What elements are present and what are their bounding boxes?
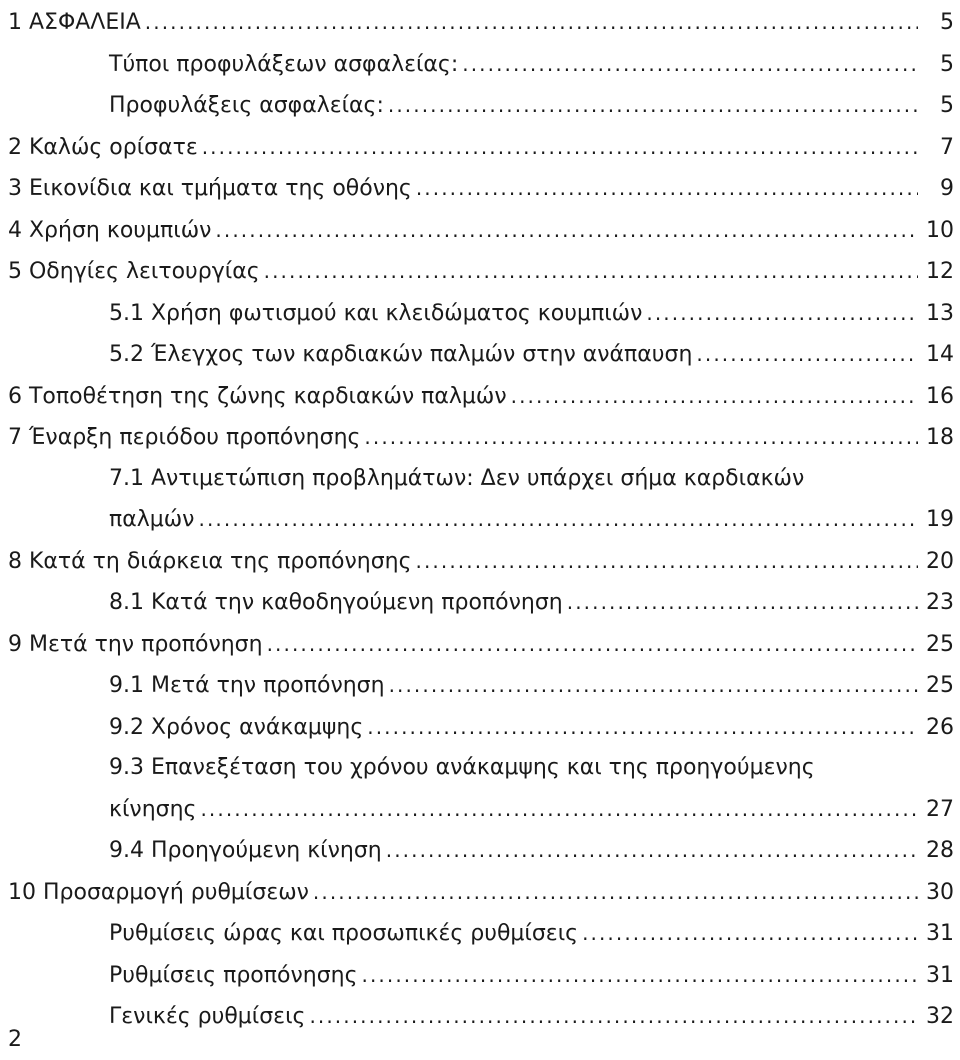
- toc-entry-title: 9.4 Προηγούμενη κίνηση: [109, 838, 382, 863]
- dot-leader: [646, 293, 918, 334]
- table-of-contents: [8, 2, 956, 1038]
- dot-leader: [145, 2, 918, 43]
- toc-entry[interactable]: [8, 2, 956, 44]
- toc-entry[interactable]: [8, 210, 956, 252]
- dot-leader: [416, 541, 918, 582]
- toc-entry[interactable]: [8, 624, 956, 666]
- toc-entry-title: Ρυθμίσεις ώρας και προσωπικές ρυθμίσεις: [109, 921, 579, 946]
- toc-entry-page: 10: [926, 217, 954, 243]
- toc-entry-title: 1 ΑΣΦΑΛΕΙΑ: [8, 10, 141, 35]
- toc-entry[interactable]: [8, 541, 956, 583]
- dot-leader: [200, 789, 918, 830]
- toc-entry-title: 5 Οδηγίες λειτουργίας: [8, 259, 260, 284]
- toc-entry-title: 10 Προσαρμογή ρυθμίσεων: [8, 879, 309, 905]
- dot-leader: [511, 376, 918, 417]
- toc-entry-title: Προφυλάξεις ασφαλείας:: [109, 93, 384, 118]
- toc-entry-title: 3 Εικονίδια και τμήματα της οθόνης: [8, 176, 412, 201]
- toc-entry-page: 26: [926, 714, 954, 740]
- dot-leader: [264, 251, 918, 292]
- toc-entry[interactable]: [8, 334, 956, 376]
- toc-entry[interactable]: [8, 955, 956, 997]
- toc-entry-title: 4 Χρήση κουμπιών: [8, 217, 212, 243]
- toc-entry-title: 7 Έναρξη περιόδου προπόνησης: [8, 425, 361, 450]
- toc-entry-title: 2 Καλώς ορίσατε: [8, 134, 198, 160]
- toc-entry-title: Ρυθμίσεις προπόνησης: [109, 962, 358, 988]
- toc-entry-page: 5: [940, 93, 954, 118]
- toc-entry-page: 30: [926, 879, 954, 905]
- toc-entry[interactable]: [8, 582, 956, 624]
- toc-entry-page: 7: [940, 134, 954, 160]
- dot-leader: [309, 996, 918, 1037]
- toc-entry-title: 5.2 Έλεγχος των καρδιακών παλμών στην ανάπαυση: [109, 342, 693, 367]
- toc-entry-page: 20: [926, 548, 954, 574]
- toc-entry-page: 12: [926, 259, 954, 284]
- toc-entry-title: Γενικές ρυθμίσεις: [109, 1004, 306, 1029]
- toc-entry[interactable]: [8, 376, 956, 418]
- dot-leader: [364, 417, 918, 458]
- toc-entry-page: 9: [940, 176, 954, 201]
- dot-leader: [367, 707, 918, 748]
- toc-entry-page: 27: [926, 796, 954, 822]
- toc-entry-page: 32: [926, 1004, 954, 1029]
- dot-leader: [362, 955, 919, 996]
- toc-entry[interactable]: [8, 830, 956, 872]
- toc-entry[interactable]: [8, 293, 956, 335]
- toc-entry-title: 6 Τοποθέτηση της ζώνης καρδιακών παλμών: [8, 383, 507, 409]
- toc-entry-page: 31: [926, 962, 954, 988]
- toc-entry-page: 14: [926, 342, 954, 367]
- toc-entry[interactable]: [8, 251, 956, 293]
- dot-leader: [696, 334, 918, 375]
- toc-entry-page: 25: [926, 673, 954, 698]
- toc-entry[interactable]: [8, 665, 956, 707]
- toc-entry-page: 31: [926, 921, 954, 946]
- dot-leader: [582, 913, 918, 954]
- toc-entry-page: 19: [926, 507, 954, 532]
- dot-leader: [215, 210, 918, 251]
- toc-entry-page: 18: [926, 425, 954, 450]
- toc-entry-page: 5: [940, 10, 954, 35]
- toc-entry-title-line1: 9.3 Επανεξέταση του χρόνου ανάκαμψης και της προηγούμενης: [109, 755, 815, 780]
- toc-entry-page: 13: [926, 300, 954, 326]
- toc-entry[interactable]: [8, 417, 956, 459]
- toc-entry-title: 8.1 Κατά την καθοδηγούμενη προπόνηση: [109, 590, 563, 615]
- toc-entry-title-line1: 7.1 Αντιμετώπιση προβλημάτων: Δεν υπάρχει σήμα καρδιακών: [109, 465, 805, 491]
- toc-entry[interactable]: [8, 748, 956, 830]
- dot-leader: [416, 168, 918, 209]
- toc-entry-page: 23: [926, 590, 954, 615]
- toc-entry-title: 9 Μετά την προπόνηση: [8, 631, 263, 657]
- toc-entry-title-line2: παλμών: [109, 507, 195, 532]
- dot-leader: [386, 830, 918, 871]
- toc-entry[interactable]: [8, 707, 956, 749]
- toc-entry-page: 5: [940, 51, 954, 77]
- dot-leader: [202, 127, 918, 168]
- toc-entry-title: 8 Κατά τη διάρκεια της προπόνησης: [8, 548, 412, 574]
- toc-entry[interactable]: [8, 459, 956, 541]
- toc-entry[interactable]: [8, 44, 956, 86]
- toc-entry[interactable]: [8, 85, 956, 127]
- toc-entry-page: 25: [926, 631, 954, 657]
- toc-entry-page: 28: [926, 838, 954, 863]
- dot-leader: [462, 44, 918, 85]
- toc-entry-title-line2: κίνησης: [109, 796, 197, 822]
- dot-leader: [388, 85, 918, 126]
- toc-entry[interactable]: [8, 996, 956, 1038]
- toc-entry[interactable]: [8, 168, 956, 210]
- page-number: 2: [8, 1027, 22, 1052]
- toc-entry[interactable]: [8, 913, 956, 955]
- dot-leader: [198, 499, 918, 540]
- dot-leader: [389, 665, 918, 706]
- toc-entry[interactable]: [8, 872, 956, 914]
- toc-entry-title: Τύποι προφυλάξεων ασφαλείας:: [109, 51, 459, 77]
- toc-entry-page: 16: [926, 383, 954, 409]
- toc-entry-title: 9.2 Χρόνος ανάκαμψης: [109, 714, 364, 740]
- toc-entry-title: 9.1 Μετά την προπόνηση: [109, 673, 385, 698]
- toc-entry[interactable]: [8, 127, 956, 169]
- dot-leader: [313, 872, 918, 913]
- dot-leader: [567, 582, 918, 623]
- dot-leader: [267, 624, 918, 665]
- toc-entry-title: 5.1 Χρήση φωτισμού και κλειδώματος κουμπιών: [109, 300, 643, 326]
